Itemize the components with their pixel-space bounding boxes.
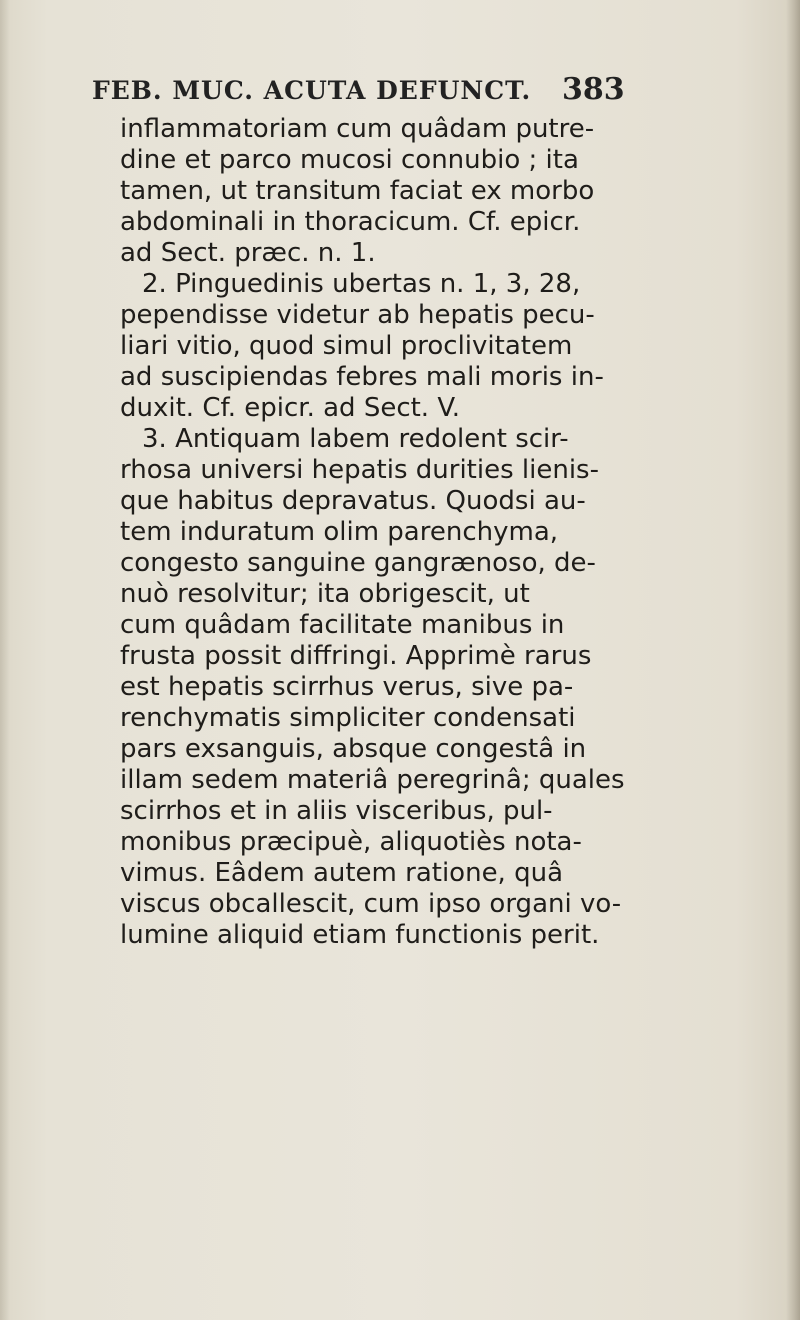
text-line: renchymatis simpliciter condensati <box>120 703 576 733</box>
text-line: inflammatoriam cum quâdam putre- <box>120 114 595 144</box>
text-line: ad suscipiendas febres mali moris in- <box>120 362 604 392</box>
text-line: monibus præcipuè, aliquotiès nota- <box>120 827 582 857</box>
text-line: frusta possit diffringi. Apprimè rarus <box>120 641 592 671</box>
text-line: pependisse videtur ab hepatis pecu- <box>120 300 595 330</box>
text-line: cum quâdam facilitate manibus in <box>120 610 565 640</box>
text-line: scirrhos et in aliis visceribus, pul- <box>120 796 553 826</box>
text-line: rhosa universi hepatis durities lienis- <box>120 455 599 485</box>
body-text <box>120 114 640 951</box>
text-line: est hepatis scirrhus verus, sive pa- <box>120 672 574 702</box>
page-left-edge <box>0 0 10 1320</box>
page-number: 383 <box>562 72 625 107</box>
running-head <box>92 72 625 112</box>
text-line: tamen, ut transitum faciat ex morbo <box>120 176 595 206</box>
text-line: liari vitio, quod simul proclivitatem <box>120 331 573 361</box>
text-line: abdominali in thoracicum. Cf. epicr. <box>120 207 581 237</box>
text-line: viscus obcallescit, cum ipso organi vo- <box>120 889 622 919</box>
text-line: duxit. Cf. epicr. ad Sect. V. <box>120 393 461 423</box>
text-line: illam sedem materiâ peregrinâ; quales <box>120 765 625 795</box>
text-line: tem induratum olim parenchyma, <box>120 517 559 547</box>
text-line: nuò resolvitur; ita obrigescit, ut <box>120 579 530 609</box>
text-line: que habitus depravatus. Quodsi au- <box>120 486 586 516</box>
running-head-title: FEB. MUC. ACUTA DEFUNCT. <box>92 76 532 105</box>
text-line: congesto sanguine gangrænoso, de- <box>120 548 596 578</box>
text-line: dine et parco mucosi connubio ; ita <box>120 145 579 175</box>
text-line: lumine aliquid etiam functionis perit. <box>120 920 600 950</box>
text-line: vimus. Eâdem autem ratione, quâ <box>120 858 564 888</box>
page-right-edge <box>786 0 800 1320</box>
text-line: 2. Pinguedinis ubertas n. 1, 3, 28, <box>142 269 581 299</box>
text-line: pars exsanguis, absque congestâ in <box>120 734 587 764</box>
text-line: ad Sect. præc. n. 1. <box>120 238 376 268</box>
text-line: 3. Antiquam labem redolent scir- <box>142 424 569 454</box>
